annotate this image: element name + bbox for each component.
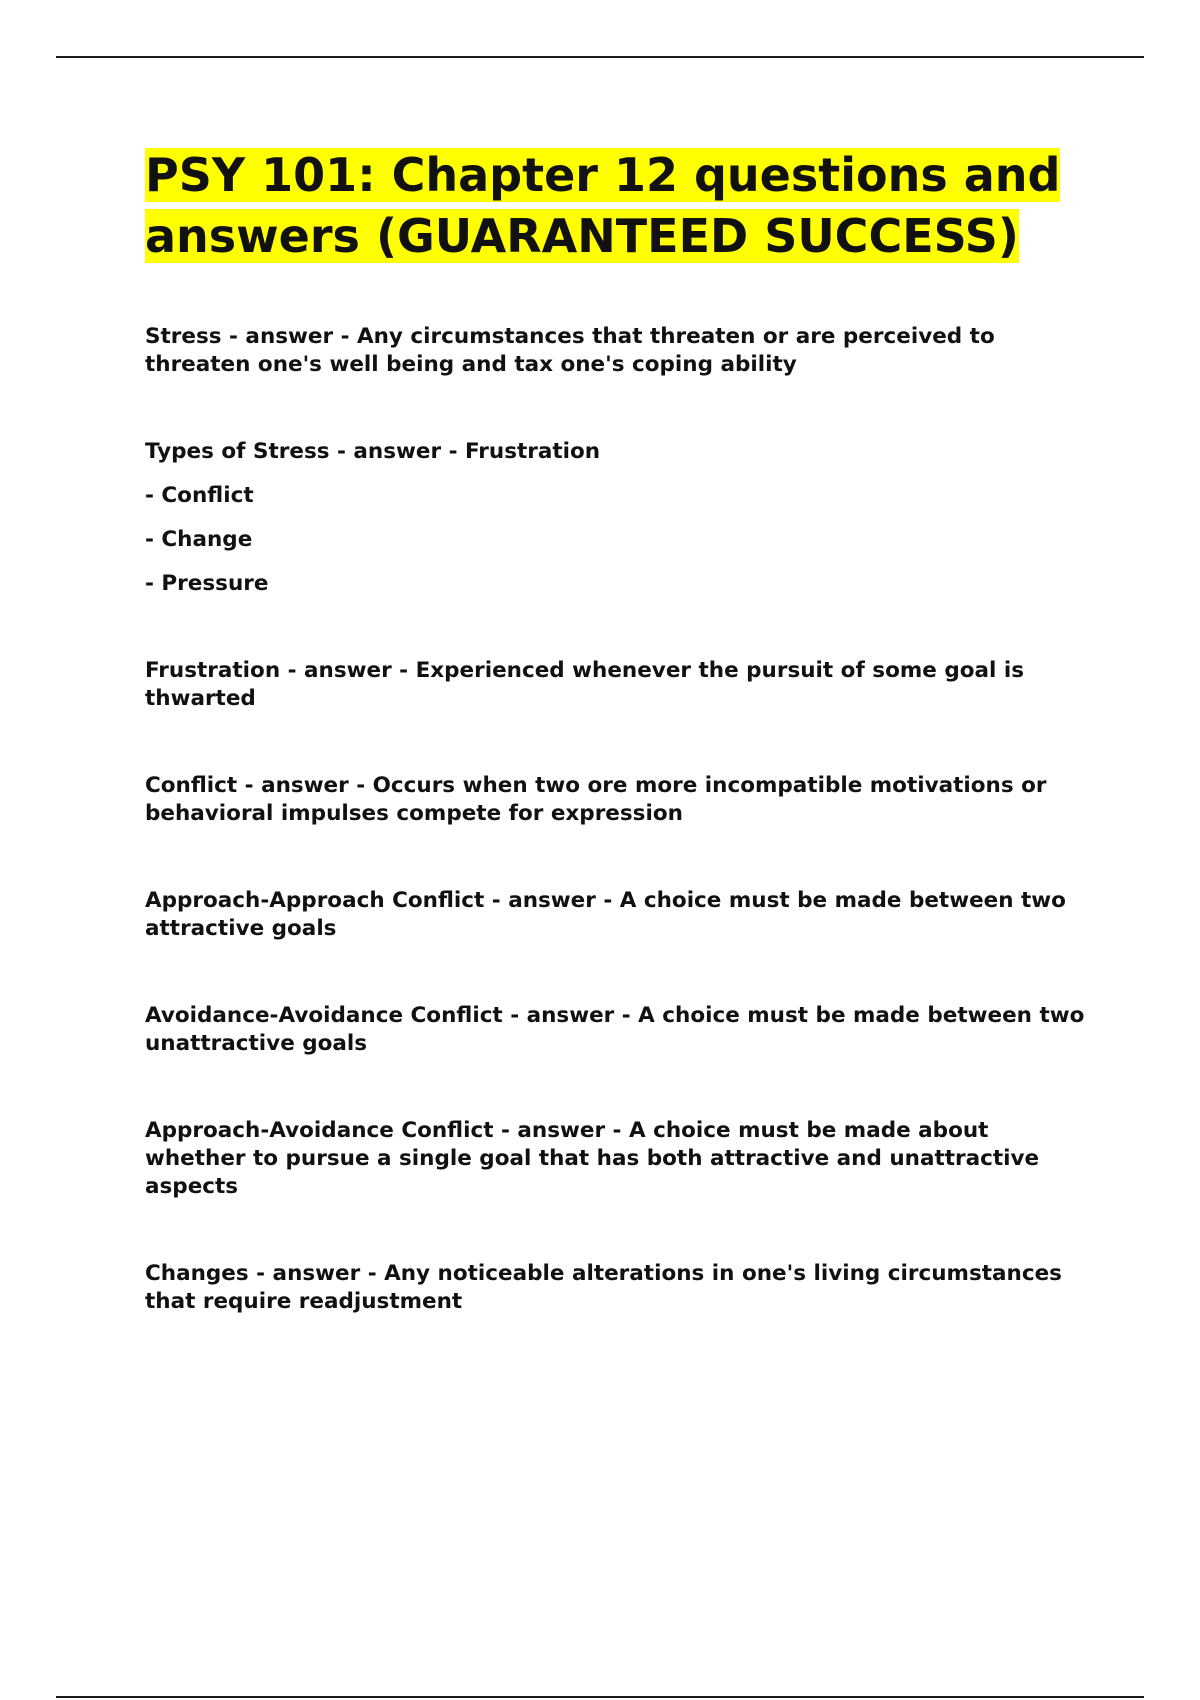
qa-entry-types-of-stress-item-change: - Change (145, 527, 253, 552)
qa-entry-types-of-stress-item-pressure: - Pressure (145, 571, 269, 596)
document-title-text: PSY 101: Chapter 12 questions and answers (GUARANTEED SUCCESS) (145, 148, 1061, 263)
document-body (145, 145, 1085, 1375)
qa-entry-avoidance-avoidance: Avoidance-Avoidance Conflict - answer - A choice must be made between two unattractive goals (145, 1003, 1085, 1056)
page-top-rule (56, 56, 1144, 58)
qa-entry-types-of-stress-item-conflict: - Conflict (145, 483, 254, 508)
qa-list (145, 323, 1085, 1316)
qa-entry-types-of-stress (145, 438, 1085, 598)
qa-entry-conflict: Conflict - answer - Occurs when two ore more incompatible motivations or behavioral impulses compete for expression (145, 773, 1047, 826)
document-title (145, 145, 1085, 267)
qa-entry-frustration: Frustration - answer - Experienced whenever the pursuit of some goal is thwarted (145, 658, 1025, 711)
qa-entry-approach-approach: Approach-Approach Conflict - answer - A choice must be made between two attractive goals (145, 888, 1066, 941)
qa-entry-changes: Changes - answer - Any noticeable alterations in one's living circumstances that require readjustment (145, 1261, 1062, 1314)
page-bottom-rule (56, 1696, 1144, 1698)
qa-entry-types-of-stress-line: Types of Stress - answer - Frustration (145, 439, 601, 464)
qa-entry-approach-avoidance: Approach-Avoidance Conflict - answer - A choice must be made about whether to pursue a single goal that has both attractive and unattractive aspects (145, 1118, 1040, 1199)
qa-entry-stress: Stress - answer - Any circumstances that threaten or are perceived to threaten one's well being and tax one's coping ability (145, 324, 995, 377)
